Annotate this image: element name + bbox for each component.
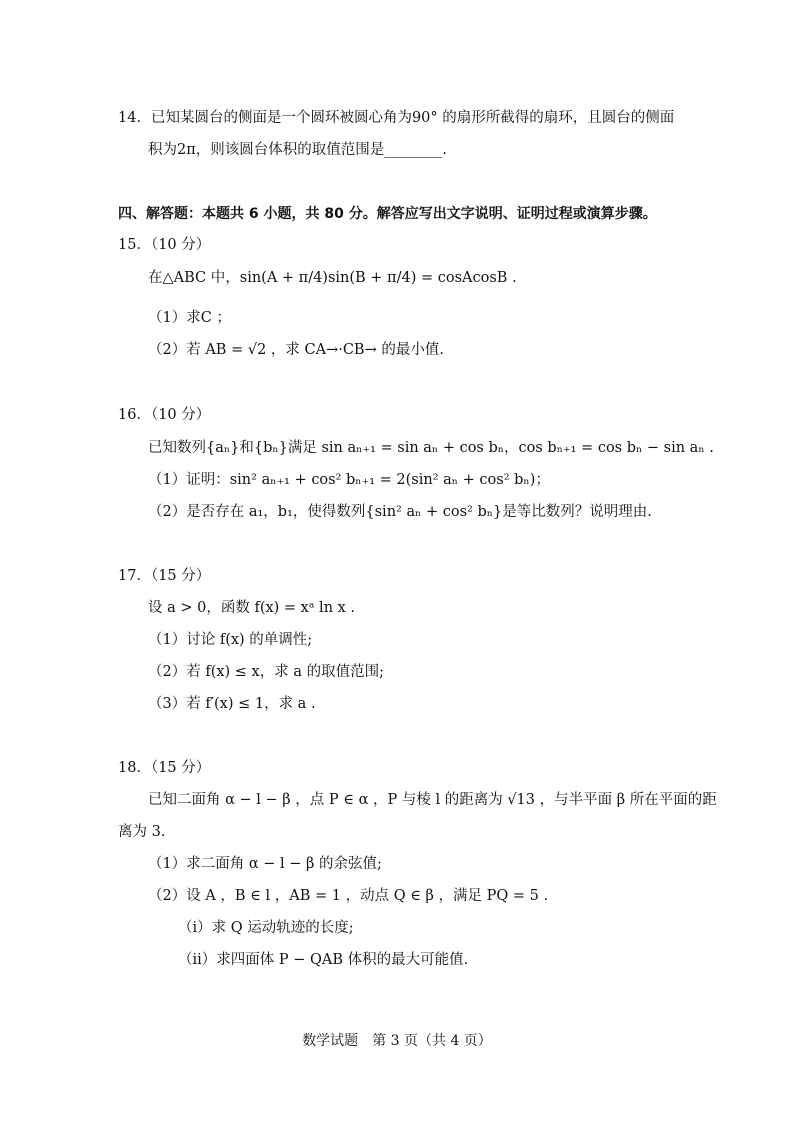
q18-part1: （1）求二面角 α − l − β 的余弦值; [148,856,382,872]
q16-header: 16．（10 分） [118,407,211,423]
q17-part3: （3）若 f′(x) ≤ 1，求 a . [148,696,316,712]
q18-header: 18．（15 分） [118,760,211,776]
q16-stem: 已知数列{aₙ}和{bₙ}满足 sin aₙ₊₁ = sin aₙ + cos bₙ，cos bₙ₊₁ = cos bₙ − sin aₙ . [148,440,714,456]
q17-header: 17．（15 分） [118,568,211,584]
q18-stem-line1: 已知二面角 α − l − β ，点 P ∈ α ，P 与棱 l 的距离为 √13 ，与半平面 β 所在平面的距 [148,792,717,808]
q16-part2: （2）是否存在 a₁，b₁，使得数列{sin² aₙ + cos² bₙ}是等比数列？说明理由. [148,504,652,520]
q15-stem: 在△ABC 中，sin(A + π/4)sin(B + π/4) = cosAcosB . [148,270,517,286]
page-footer: 数学试题 第 3 页（共 4 页） [302,1033,492,1049]
q18-part2: （2）设 A ，B ∈ l ，AB = 1 ，动点 Q ∈ β ，满足 PQ = 5 . [148,888,549,904]
q17-stem: 设 a > 0，函数 f(x) = xᵃ ln x . [148,600,356,616]
q14-line2: 积为2π，则该圆台体积的取值范围是________. [148,142,447,158]
q18-stem-line2: 离为 3. [118,824,166,840]
q14-line1: 14．已知某圆台的侧面是一个圆环被圆心角为90° 的扇形所截得的扇环，且圆台的侧面 [118,110,675,126]
section-heading: 四、解答题：本题共 6 小题，共 80 分。解答应写出文字说明、证明过程或演算步骤。 [118,206,657,222]
q16-part1: （1）证明：sin² aₙ₊₁ + cos² bₙ₊₁ = 2(sin² aₙ + cos² bₙ)； [148,472,550,488]
q15-part1: （1）求C ； [148,310,231,326]
q18-part2-i: （i）求 Q 运动轨迹的长度; [178,920,354,936]
q15-header: 15．（10 分） [118,237,211,253]
q17-part2: （2）若 f(x) ≤ x，求 a 的取值范围; [148,664,384,680]
q15-part2: （2）若 AB = √2 ，求 CA→·CB→ 的最小值. [148,342,444,358]
q17-part1: （1）讨论 f(x) 的单调性; [148,632,313,648]
q18-part2-ii: （ii）求四面体 P − QAB 体积的最大可能值. [178,952,469,968]
